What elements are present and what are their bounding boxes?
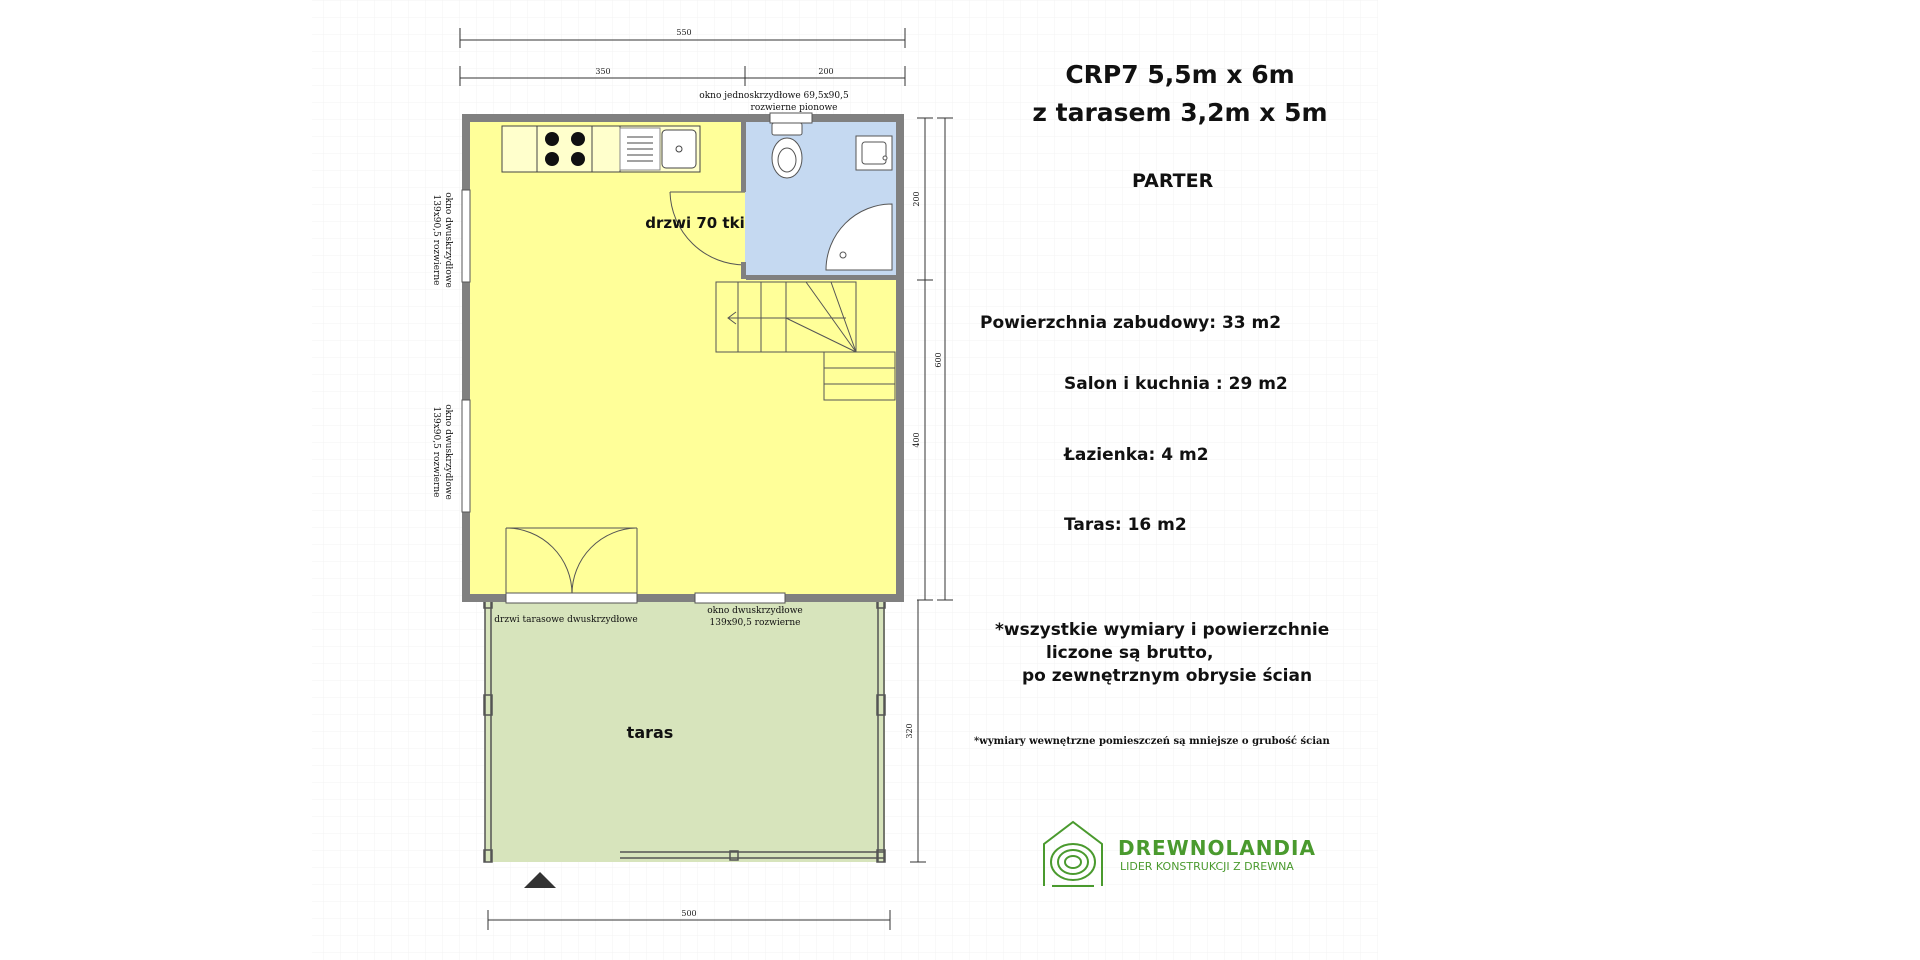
window-left-upper-label-2: 139x90,5 rozwierne xyxy=(431,194,441,286)
stove-icon xyxy=(537,126,592,172)
dim-top-right: 200 xyxy=(818,67,834,76)
sink-icon xyxy=(856,136,892,170)
area-taras: Taras: 16 m2 xyxy=(1064,515,1187,535)
window-left-upper-label: okno dwuskrzydłowe xyxy=(443,192,453,288)
window-left-lower-label-2: 139x90,5 rozwierne xyxy=(431,406,441,498)
footnote: *wymiary wewnętrzne pomieszczeń są mniejsze o grubość ścian xyxy=(974,736,1330,747)
area-lazienka: Łazienka: 4 m2 xyxy=(1064,445,1209,465)
plan-title: CRP7 5,5m x 6m xyxy=(1065,60,1295,89)
window-top-label: okno jednoskrzydłowe 69,5x90,5 xyxy=(699,91,849,101)
floor-label: PARTER xyxy=(1132,170,1214,192)
dim-top-total: 550 xyxy=(676,28,692,37)
terrace-label: taras xyxy=(626,723,674,742)
window-bottom-label: okno dwuskrzydłowe xyxy=(707,606,803,616)
dim-right-upper: 200 xyxy=(912,191,921,207)
door-label: drzwi 70 tki xyxy=(645,214,745,232)
dim-right-lower: 400 xyxy=(912,432,921,448)
note-line-3: po zewnętrznym obrysie ścian xyxy=(1022,666,1313,686)
dim-top-left: 350 xyxy=(595,67,611,76)
plan-subtitle: z tarasem 3,2m x 5m xyxy=(1032,98,1328,127)
dim-bottom: 500 xyxy=(681,909,697,918)
window-bottom-label-2: 139x90,5 rozwierne xyxy=(709,618,801,628)
area-zabudowa: Powierzchnia zabudowy: 33 m2 xyxy=(980,313,1282,333)
kitchen-counter xyxy=(502,126,700,172)
dim-right-terrace: 320 xyxy=(905,723,914,739)
area-salon: Salon i kuchnia : 29 m2 xyxy=(1064,374,1288,394)
terrace-door-label: drzwi tarasowe dwuskrzydłowe xyxy=(494,615,638,625)
note-line-2: liczone są brutto, xyxy=(1046,643,1214,663)
terrace-floor xyxy=(485,600,885,862)
window-left-lower-label: okno dwuskrzydłowe xyxy=(443,404,453,500)
logo-name: DREWNOLANDIA xyxy=(1118,836,1316,860)
dim-right-total: 600 xyxy=(934,352,943,368)
logo-tagline: LIDER KONSTRUKCJI Z DREWNA xyxy=(1120,860,1294,873)
note-line-1: *wszystkie wymiary i powierzchnie xyxy=(995,620,1330,640)
toilet-icon xyxy=(772,123,802,178)
window-top-label-2: rozwierne pionowe xyxy=(750,103,838,113)
